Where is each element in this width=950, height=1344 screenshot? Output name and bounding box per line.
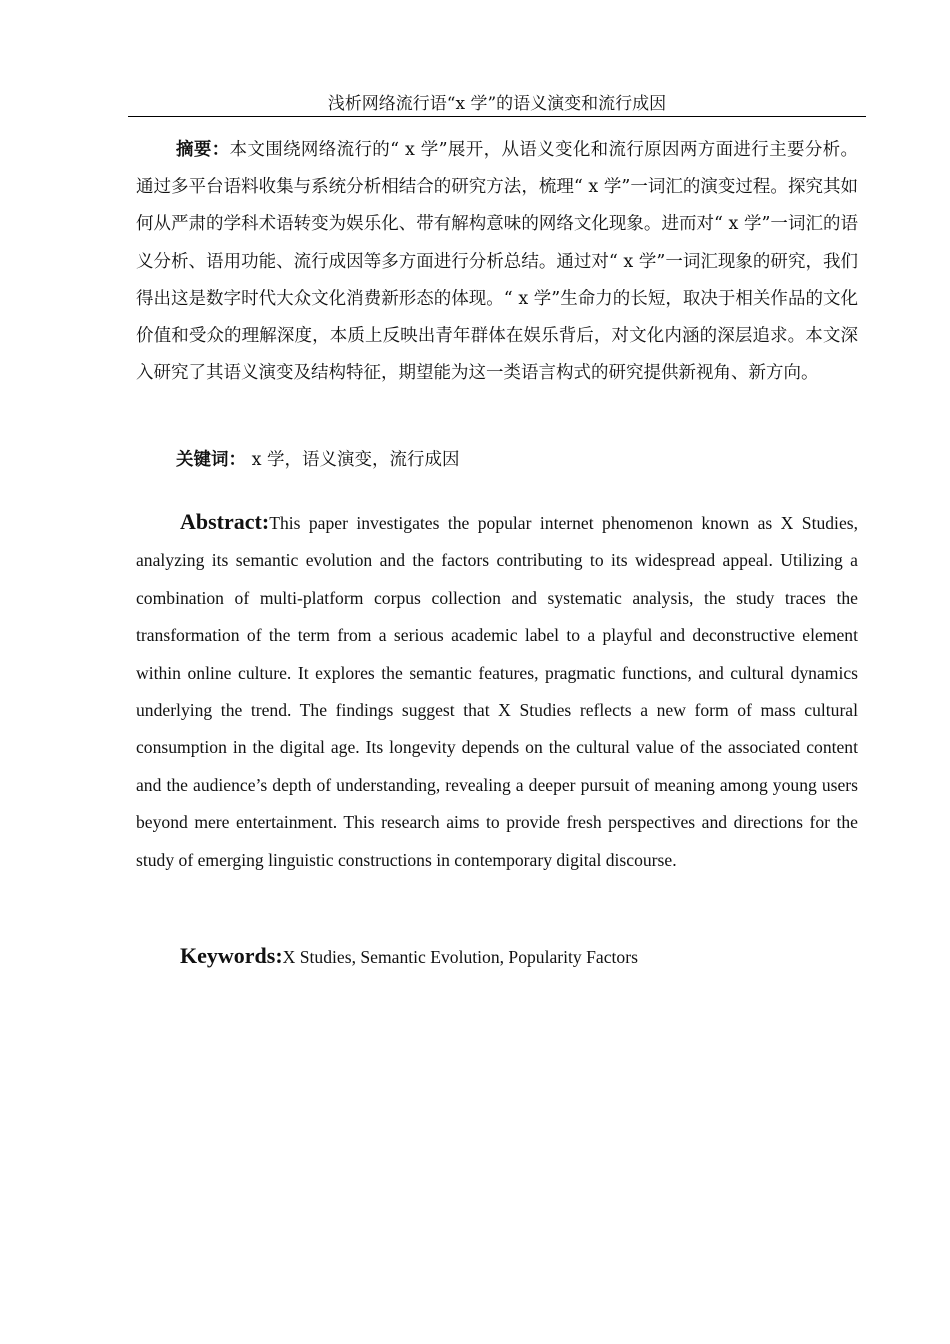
- chinese-abstract-label: 摘要：: [176, 140, 230, 160]
- chinese-abstract: [136, 132, 858, 392]
- english-abstract-label: Abstract:: [180, 509, 270, 534]
- english-keywords: [180, 938, 860, 975]
- english-abstract-text: This paper investigates the popular internet phenomenon known as X Studies, analyzing its semantic evolution and the factors contributing to its widespread appeal. Utilizing a combination of multi-platform corpus collection and systematic analysis, the study traces the transformation of the term from a serious academic label to a playful and deconstructive element within online culture. It explores the semantic features, pragmatic functions, and cultural dynamics underlying the trend. The findings suggest that X Studies reflects a new form of mass cultural consumption in the digital age. Its longevity depends on the cultural value of the associated content and the audience’s depth of understanding, revealing a deeper pursuit of meaning among young users beyond mere entertainment. This research aims to provide fresh perspectives and directions for the study of emerging linguistic constructions in contemporary digital discourse.: [136, 513, 858, 870]
- header-title: 浅析网络流行语“x 学”的语义演变和流行成因: [327, 94, 667, 114]
- chinese-keywords-text: x 学，语义演变，流行成因: [246, 450, 460, 470]
- english-abstract: [136, 503, 858, 879]
- chinese-abstract-text: 本文围绕网络流行的“ x 学”展开，从语义变化和流行原因两方面进行主要分析。通过多平台语料收集与系统分析相结合的研究方法，梳理“ x 学”一词汇的演变过程。探究其如何从严肃的学科术语转变为娱乐化、带有解构意味的网络文化现象。进而对“ x 学”一词汇的语义分析、语用功能、流行成因等多方面进行分析总结。通过对“ x 学”一词汇现象的研究，我们得出这是数字时代大众文化消费新形态的体现。“ x 学”生命力的长短，取决于相关作品的文化价值和受众的理解深度，本质上反映出青年群体在娱乐背后，对文化内涵的深层追求。本文深入研究了其语义演变及结构特征，期望能为这一类语言构式的研究提供新视角、新方向。: [136, 140, 859, 384]
- english-keywords-label: Keywords:: [180, 943, 283, 968]
- english-keywords-text: X Studies, Semantic Evolution, Popularity Factors: [282, 947, 638, 967]
- chinese-keywords-label: 关键词：: [176, 450, 246, 470]
- page-header: [128, 92, 866, 117]
- chinese-keywords: [176, 444, 866, 476]
